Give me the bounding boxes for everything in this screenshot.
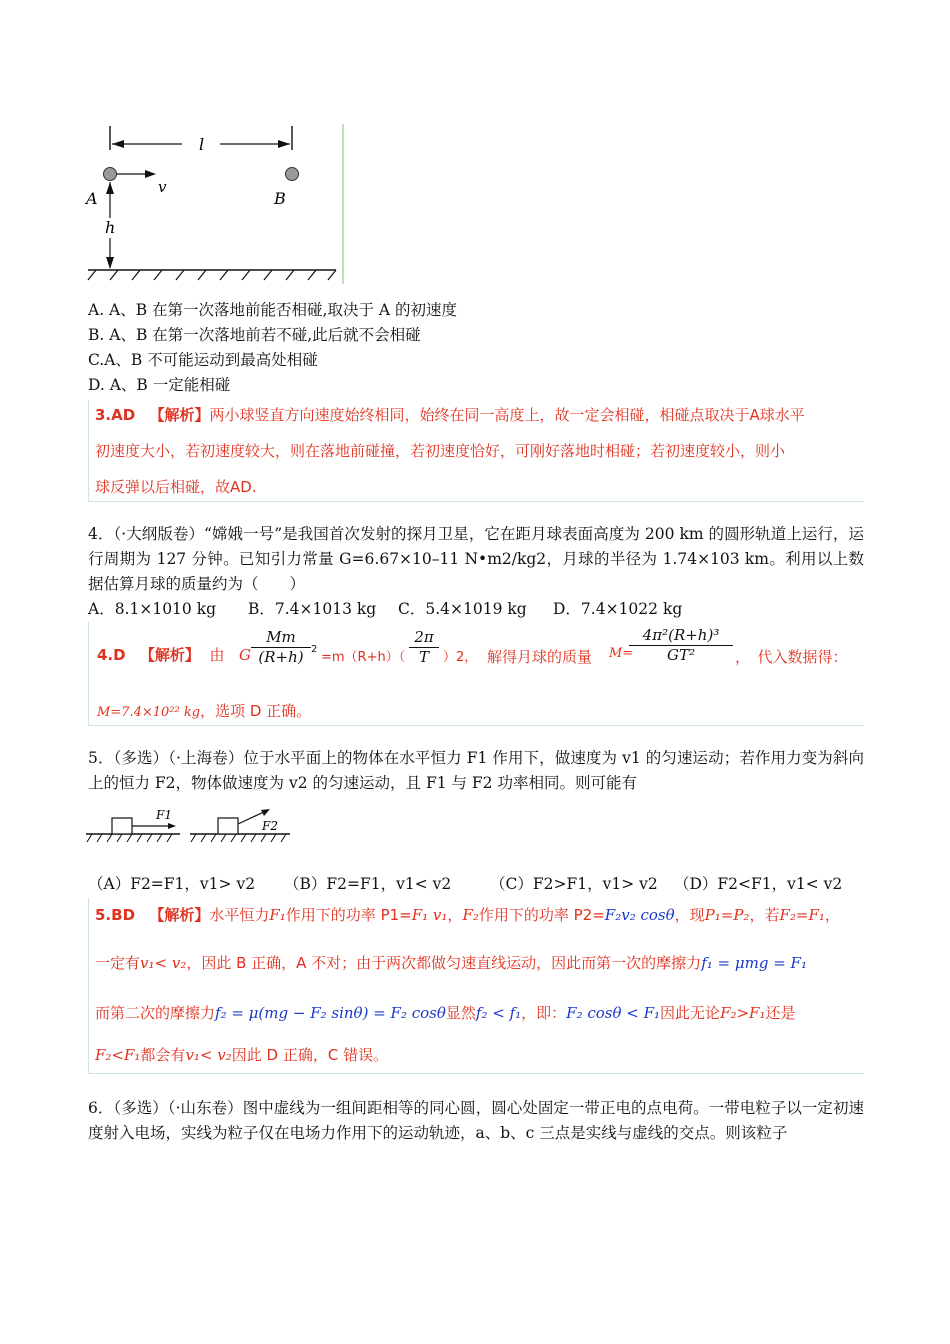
q4-frac2-den: T [409,647,439,666]
q5-a3-therefore: 因此无论 [660,1004,721,1022]
q3-answer-line3: 球反弹以后相碰，故AD. [95,478,257,496]
q4-M-eq: M= [609,646,634,661]
label-F1: F1 [156,808,172,822]
q5-a4-F2ltF1: F₂<F₁ [95,1046,141,1064]
q4-result-text: ，选项 D 正确。 [200,702,312,720]
q5-answer-marker: 【解析】 [149,906,210,924]
q5-options [88,872,842,896]
q4-solve: 解得月球的质量 [487,648,593,666]
label-F2: F2 [262,819,278,833]
q4-answer-line2 [97,700,311,721]
q5-a3: 而第二次的摩擦力 [95,1004,216,1022]
q4-frac3-num: 4π²(R+h)³ [642,626,720,644]
q4-frac2-num: 2π [414,628,434,646]
label-A: A [86,189,98,208]
label-h: h [105,218,116,237]
q5-a2-f1: f₁ = μmg = F₁ [701,954,807,972]
q5-answer-line2 [95,952,807,973]
q4-frac2 [409,628,439,666]
q5-answer-tag: 5.BD [95,906,136,924]
q5-a2: 一定有 [95,954,141,972]
q5-answer-line3 [95,1002,796,1023]
q4-option-a: A．8.1×1010 kg [88,600,217,618]
q4-frac1-den: (R+h) [251,647,311,666]
q5-a4-v: v₁< v₂ [185,1046,232,1064]
q4-answer-tag: 4.D [97,646,126,664]
q3-answer-tag: 3.AD [95,406,136,424]
q3-answer-text1: 两小球竖直方向速度始终相同，始终在同一高度上，故一定会相碰，相碰点取决于A球水平 [209,406,805,424]
q5-a1-text2: 作用下的功率 P2= [478,906,605,924]
q4-frac3-den: GT² [629,645,733,664]
label-l: l [199,135,205,154]
q3-option-a: A. A、B 在第一次落地前能否相碰,取决于 A 的初速度 [88,301,458,319]
q5-a2-text: ，因此 B 正确，A 不对；由于两次都做匀速直线运动，因此而第一次的摩擦力 [186,954,702,972]
q4-frac1-sq: 2 [311,644,318,655]
q5-a1: 水平恒力 [209,906,270,924]
q5-answer-line1 [95,904,840,925]
q4-close-sq: ）2， [443,650,478,665]
q5-a1-if: ，若 [749,906,780,924]
force-diagram [84,806,296,846]
q5-a3-ie: ，即： [521,1004,567,1022]
q5-a1-F1: F₁ [269,906,286,924]
q4-answer-by: 由 [209,646,225,664]
q5-option-a: （A）F2=F1，v1> v2 [88,875,256,893]
q4-substitute: ， 代入数据得： [735,648,848,666]
label-v: v [158,178,167,196]
q6-question: 6．（多选）（·山东卷）图中虚线为一组间距相等的同心圆，圆心处固定一带正电的点电荷。一带电粒子以一定初速度射入电场，实线为粒子仅在电场力作用下的运动轨迹，a、b、c 三点是实线与虚线的交点。则该粒子 [88,1099,864,1142]
q3-answer-marker: 【解析】 [149,406,210,424]
q5-answer-line4 [95,1044,388,1065]
label-B: B [274,189,286,208]
q5-a2-v: v₁< v₂ [140,954,187,972]
q4-result-value: M=7.4×10²² kg [97,705,201,720]
collision-diagram [84,122,348,286]
q4-option-b: B．7.4×1013 kg [248,600,377,618]
q5-option-b: （B）F2=F1，v1< v2 [284,875,452,893]
q4-answer-box [88,622,864,726]
q5-option-c: （C）F2>F1，v1> v2 [490,875,658,893]
q4-option-d: D．7.4×1022 kg [553,600,683,618]
q3-option-c: C.A、B 不可能运动到最高处相碰 [88,351,318,369]
q5-a4-always: 都会有 [140,1046,186,1064]
q5-a4-text: 因此 D 正确，C 错误。 [231,1046,389,1064]
collision-figure [84,122,348,286]
q5-a1-P1P2: P₁=P₂ [704,906,750,924]
q3-answer-line2: 初速度大小，若初速度较大，则在落地前碰撞，若初速度恰好，可刚好落地时相碰；若初速度较小，则小 [95,442,786,460]
q3-answer-line1 [95,404,805,425]
q5-a1-text: 作用下的功率 P1= [285,906,412,924]
q4-frac1-num: Mm [266,628,296,646]
q5-a3-clearly: 显然 [445,1004,476,1022]
q4-frac1 [251,628,311,666]
q3-option-b: B. A、B 在第一次落地前若不碰,此后就不会相碰 [88,326,421,344]
q5-a3-ineq: f₂ < f₁ [475,1004,522,1022]
q5-a1-P2: F₂v₂ cosθ [604,906,675,924]
q4-answer-marker: 【解析】 [139,646,200,664]
q4-answer-line1 [97,644,224,665]
q5-figure [84,806,296,846]
q4-frac3 [629,626,733,664]
q4-options [88,597,682,621]
q5-a1-F2: F₂ [462,906,479,924]
q5-a1-F2F1: F₂=F₁ [779,906,825,924]
q5-a3-F2gtF1: F₂>F₁ [720,1004,766,1022]
q5-a3-cos: F₂ cosθ < F₁ [566,1004,661,1022]
q4-question: 4．（·大纲版卷）“嫦娥一号”是我国首次发射的探月卫星，它在距月球表面高度为 200 km 的圆形轨道上运行，运行周期为 127 分钟。已知引力常量 G=6.67×10–11 N•m2/kg2，月球的半径为 1.74×103 km。利用以上数据估算月球的质量约为（ ） [88,525,864,593]
q5-a3-f2: f₂ = μ(mg − F₂ sinθ) = F₂ cosθ [215,1004,446,1022]
q5-a1-end: ， [824,906,840,924]
q5-a1-now: ，现 [674,906,705,924]
q5-answer-box [88,898,864,1074]
q5-a3-or: 还是 [765,1004,796,1022]
q4-option-c: C．5.4×1019 kg [398,600,527,618]
q4-G: G [239,646,251,664]
q5-question: 5．（多选）（·上海卷）位于水平面上的物体在水平恒力 F1 作用下，做速度为 v1 的匀速运动；若作用力变为斜向上的恒力 F2，物体做速度为 v2 的匀速运动，且 F1 与 F2 功率相同。则可能有 [88,749,864,792]
q3-option-d: D. A、B 一定能相碰 [88,376,231,394]
q5-option-d: （D）F2<F1，v1< v2 [674,875,843,893]
q3-answer-box [88,400,864,502]
q5-a1-comma: ， [447,906,463,924]
q4-eq-m: =m（R+h）（ [321,650,406,665]
q5-a1-F1v1: F₁ v₁ [411,906,448,924]
